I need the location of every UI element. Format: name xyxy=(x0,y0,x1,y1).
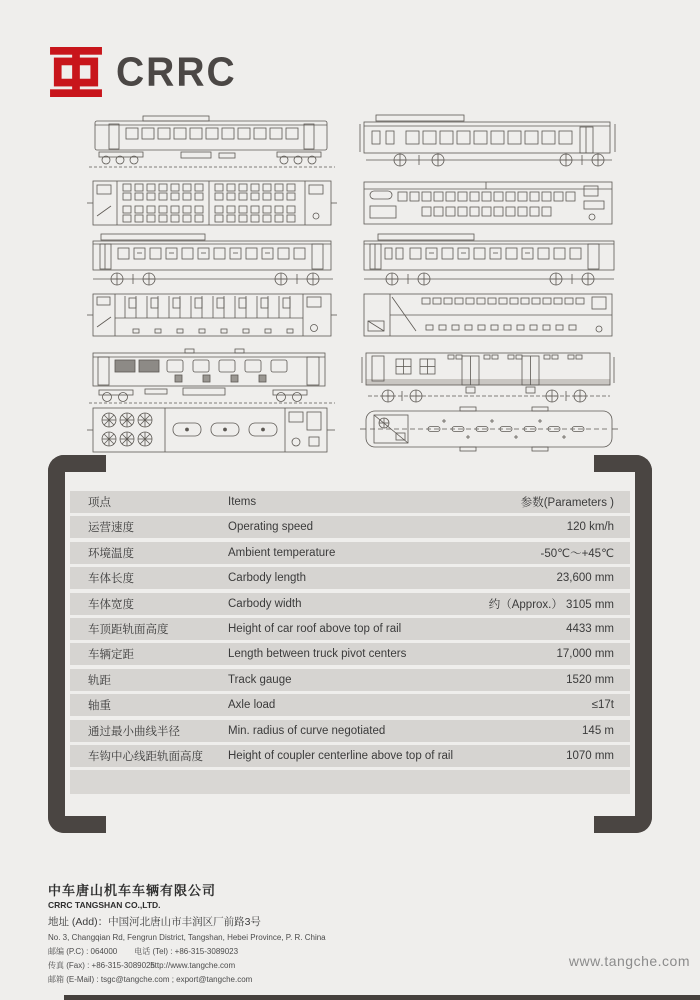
row-label-cn: 车钩中心线距轨面高度 xyxy=(88,750,203,763)
drawing-sleeper-floor-plan xyxy=(85,289,340,347)
row-value: 4433 mm xyxy=(566,622,614,635)
row-label-cn: 车顶距轨面高度 xyxy=(88,623,169,636)
frame-corner-top-right xyxy=(594,455,652,472)
frame-right-bar xyxy=(635,455,652,833)
postcode: 邮编 (P.C) : 064000 xyxy=(48,947,118,956)
table-row xyxy=(70,593,630,615)
header-items-cn: 项点 xyxy=(88,497,111,509)
row-value: 17,000 mm xyxy=(556,648,614,661)
drawing-longitudinal-seat-floor-plan xyxy=(356,176,623,234)
table-row xyxy=(70,669,630,691)
row-value: 23,600 mm xyxy=(556,572,614,585)
row-label-en: Min. radius of curve negotiated xyxy=(228,724,386,737)
header-items-en: Items xyxy=(228,496,257,508)
website-watermark: www.tangche.com xyxy=(568,953,690,969)
crrc-emblem-icon xyxy=(48,47,104,97)
row-value: 145 m xyxy=(582,724,614,737)
brand-wordmark: CRRC xyxy=(116,49,237,95)
footer xyxy=(48,883,326,985)
row-label-en: Length between truck pivot centers xyxy=(228,648,407,661)
address-en: No. 3, Changqian Rd, Fengrun District, Tangshan, Hebei Province, P. R. China xyxy=(48,933,326,942)
table-footer-band xyxy=(70,770,630,794)
table-row xyxy=(70,720,630,742)
address-cn: 地址 (Add)：中国河北唐山市丰润区厂前路3号 xyxy=(48,915,261,928)
drawing-generator-car-side-elevation xyxy=(356,347,623,405)
drawing-dining-car-floor-plan xyxy=(85,403,340,461)
row-value: 1520 mm xyxy=(566,673,614,686)
row-label-cn: 环境温度 xyxy=(88,547,134,560)
row-label-en: Axle load xyxy=(228,699,276,712)
website-url: http://www.tangche.com xyxy=(150,961,236,970)
email: 邮箱 (E-Mail) : tsgc@tangche.com ; export@tangche.com xyxy=(48,975,253,984)
table-row xyxy=(70,516,630,538)
row-label-cn: 车辆定距 xyxy=(88,649,134,662)
telephone: 电话 (Tel) : +86-315-3089023 xyxy=(134,947,239,956)
table-row xyxy=(70,567,630,589)
row-value: -50℃～+45℃ xyxy=(540,547,614,560)
row-value: ≤17t xyxy=(591,699,614,712)
row-value: 约（Approx.） 3105 mm xyxy=(488,598,614,611)
spec-table xyxy=(70,491,630,798)
table-row xyxy=(70,694,630,716)
row-label-cn: 轴重 xyxy=(88,700,111,713)
drawing-coach-side-elevation-detailed xyxy=(85,112,340,170)
drawing-luggage-floor-plan xyxy=(356,289,623,347)
frame-left-bar xyxy=(48,455,65,833)
contact-line-2 xyxy=(48,961,326,971)
drawing-coach-side-elevation-small-windows-left xyxy=(85,232,340,290)
row-label-cn: 车体宽度 xyxy=(88,598,134,611)
row-label-en: Carbody width xyxy=(228,597,302,610)
row-label-cn: 车体长度 xyxy=(88,573,134,586)
row-value: 1070 mm xyxy=(566,749,614,762)
table-row xyxy=(70,745,630,767)
table-row xyxy=(70,542,630,564)
table-row xyxy=(70,618,630,640)
row-label-en: Operating speed xyxy=(228,521,314,534)
drawing-coach-side-elevation-small-windows-right xyxy=(356,232,623,290)
table-row xyxy=(70,643,630,665)
company-name-cn: 中车唐山机车车辆有限公司 xyxy=(48,883,217,898)
page-bottom-strip xyxy=(64,995,700,1000)
drawing-roof-plan xyxy=(356,403,623,461)
row-label-cn: 通过最小曲线半径 xyxy=(88,725,180,738)
drawing-baggage-car-side-elevation xyxy=(85,347,340,405)
row-label-en: Height of car roof above top of rail xyxy=(228,622,402,635)
table-header-row xyxy=(70,491,630,513)
header-parameters: 参数(Parameters ) xyxy=(520,497,614,509)
fax: 传真 (Fax) : +86-315-3089025 xyxy=(48,961,155,970)
brand-logo xyxy=(48,47,237,97)
row-label-en: Height of coupler centerline above top of rail xyxy=(228,749,454,762)
row-label-cn: 运营速度 xyxy=(88,522,134,535)
contact-line-1 xyxy=(48,947,326,957)
row-value: 120 km/h xyxy=(566,521,614,534)
company-name-en: CRRC TANGSHAN CO.,LTD. xyxy=(48,900,161,911)
row-label-en: Carbody length xyxy=(228,572,306,585)
frame-corner-top-left xyxy=(48,455,106,472)
row-label-cn: 轨距 xyxy=(88,674,111,687)
row-label-en: Track gauge xyxy=(228,673,292,686)
row-label-en: Ambient temperature xyxy=(228,546,336,559)
frame-corner-bottom-left xyxy=(48,816,106,833)
drawing-seating-floor-plan xyxy=(85,176,340,234)
frame-corner-bottom-right xyxy=(594,816,652,833)
drawing-coach-side-elevation-plain xyxy=(356,112,623,170)
